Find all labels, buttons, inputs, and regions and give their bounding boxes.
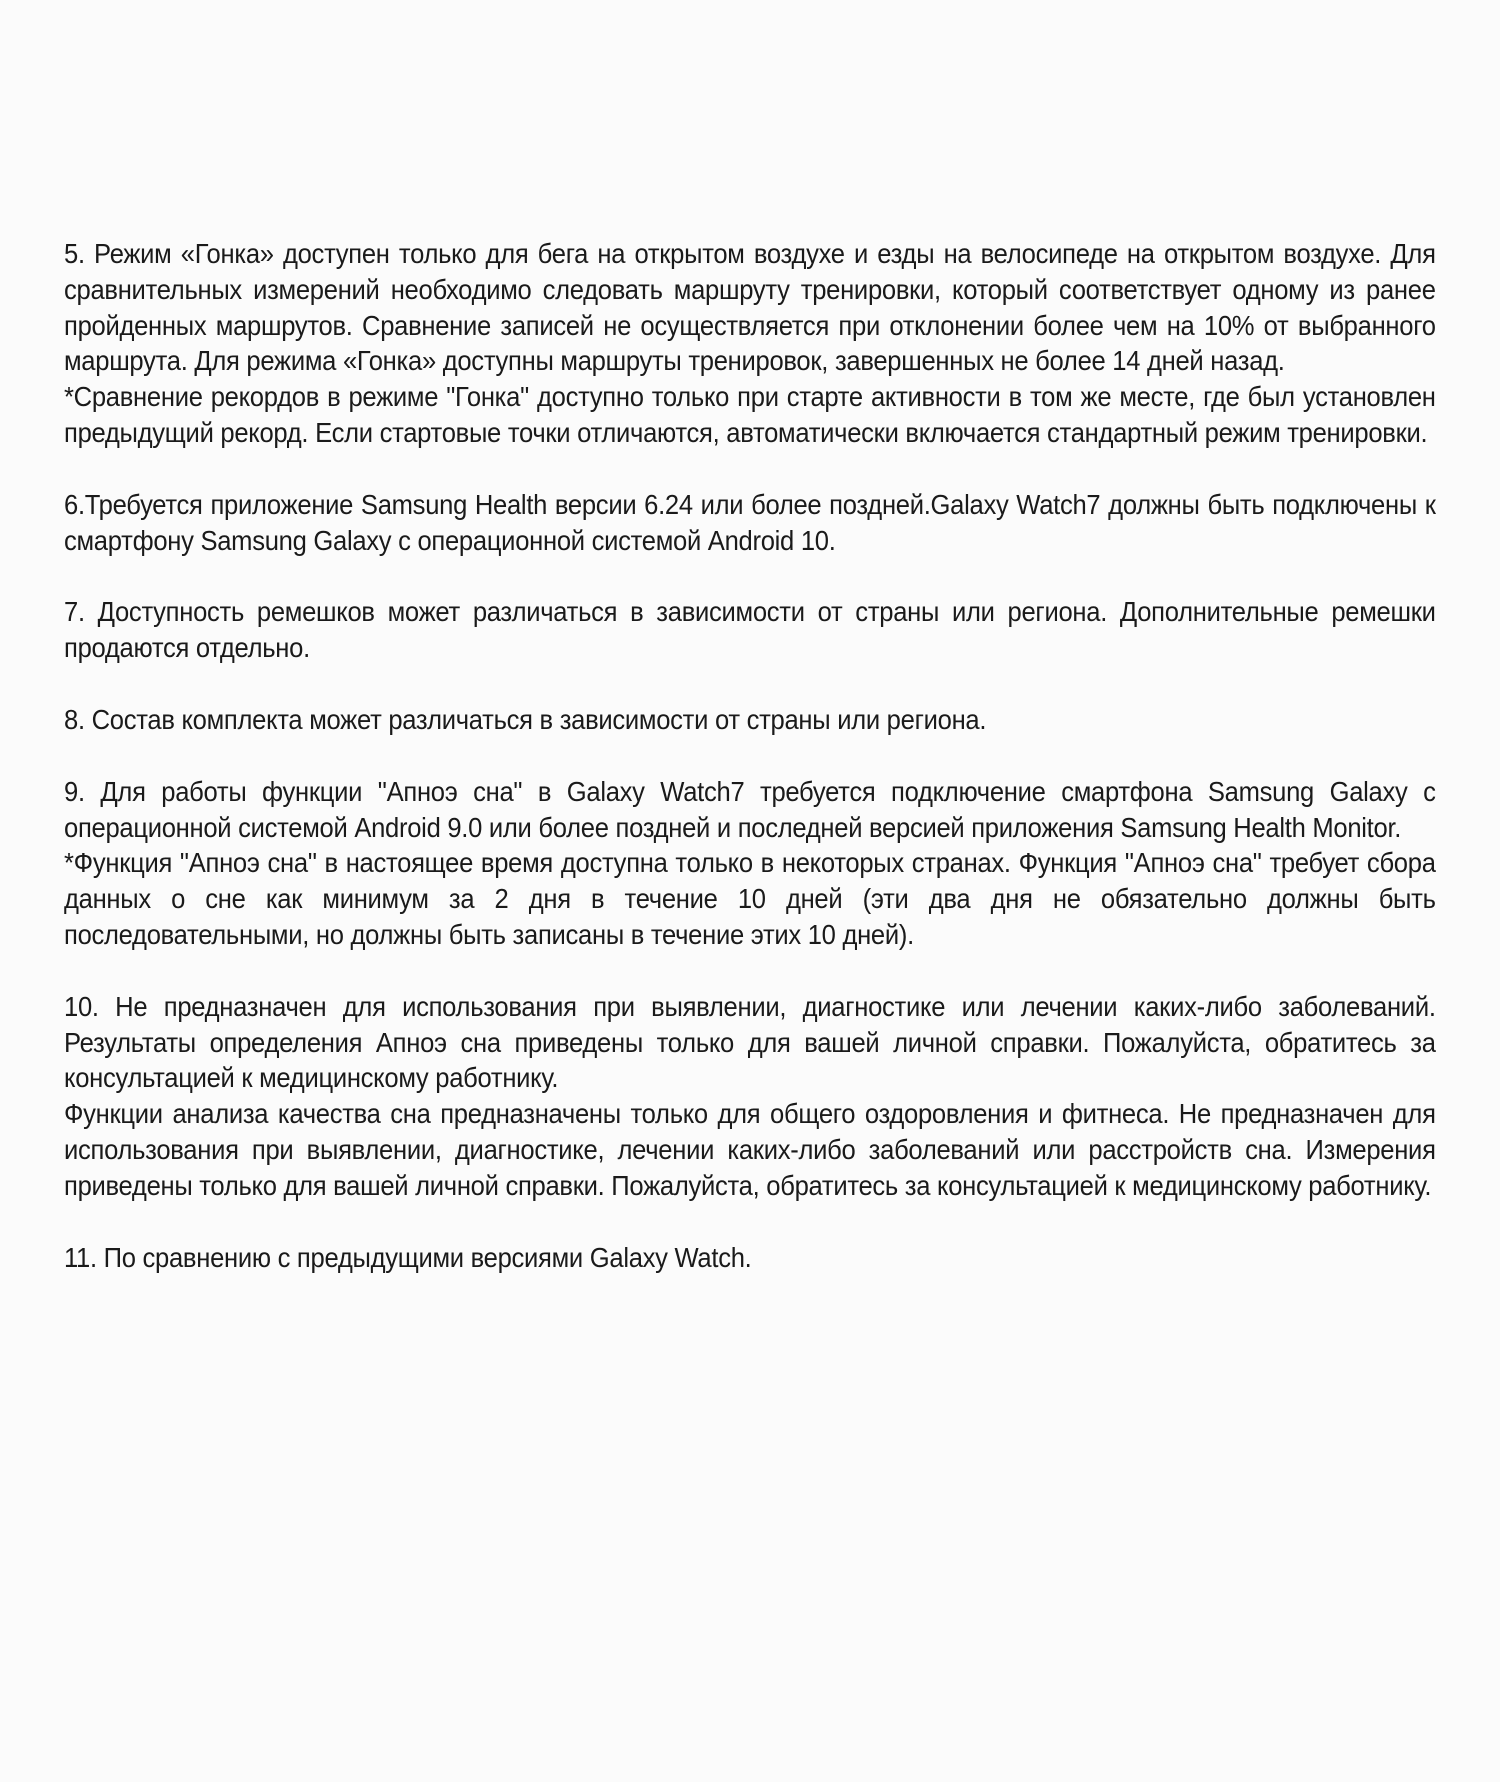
footnote-7-text: 7. Доступность ремешков может различаться в зависимости от страны или региона. Дополнительные ремешки продаются отдельно. [64,596,1436,664]
footnote-9 [64,774,1436,953]
footnotes-document [64,236,1436,1311]
footnote-11-text: 11. По сравнению с предыдущими версиями Galaxy Watch. [64,1241,752,1273]
footnote-8-text: 8. Состав комплекта может различаться в зависимости от страны или региона. [64,703,987,735]
footnote-5 [64,236,1436,451]
footnote-8 [64,702,1436,738]
footnote-5-asterisk-note: *Сравнение рекордов в режиме "Гонка" доступно только при старте активности в том же месте, где был установлен предыдущий рекорд. Если стартовые точки отличаются, автоматически включается стандартный режим тренировки. [64,381,1436,448]
footnote-9-asterisk-note: *Функция "Апноэ сна" в настоящее время доступна только в некоторых странах. Функция "Апноэ сна" требует сбора данных о сне как минимум за 2 дня в течение 10 дней (эти два дня не обязательно должны быть последовательными, но должны быть записаны в течение этих 10 дней). [64,847,1436,950]
footnote-6-text: 6.Требуется приложение Samsung Health версии 6.24 или более поздней.Galaxy Watch7 должны быть подключены к смартфону Samsung Galaxy с операционной системой Android 10. [64,488,1436,556]
footnote-11 [64,1240,1436,1276]
footnote-10-text: 10. Не предназначен для использования при выявлении, диагностике или лечении каких-либо заболеваний. Результаты определения Апноэ сна приведены только для вашей личной справки. Пожалуйста, обратитесь за консультацией к медицинскому работнику. [64,990,1436,1094]
footnote-7 [64,594,1436,666]
footnote-5-text: 5. Режим «Гонка» доступен только для бега на открытом воздухе и езды на велосипеде на открытом воздухе. Для сравнительных измерений необходимо следовать маршруту тренировки, который соответствует одному из ранее пройденных маршрутов. Сравнение записей не осуществляется при отклонении более чем на 10% от выбранного маршрута. Для режима «Гонка» доступны маршруты тренировок, завершенных не более 14 дней назад. [64,238,1436,377]
footnote-10 [64,989,1436,1204]
footnote-6 [64,487,1436,559]
footnote-10-sleep-note: Функции анализа качества сна предназначены только для общего оздоровления и фитнеса. Не предназначен для использования при выявлении, диагностике, лечении каких-либо заболеваний или расстройств сна. Измерения приведены только для вашей личной справки. Пожалуйста, обратитесь за консультацией к медицинскому работнику. [64,1098,1436,1201]
footnote-9-text: 9. Для работы функции "Апноэ сна" в Galaxy Watch7 требуется подключение смартфона Samsung Galaxy с операционной системой Android 9.0 или более поздней и последней версией приложения Samsung Health Monitor. [64,775,1436,843]
